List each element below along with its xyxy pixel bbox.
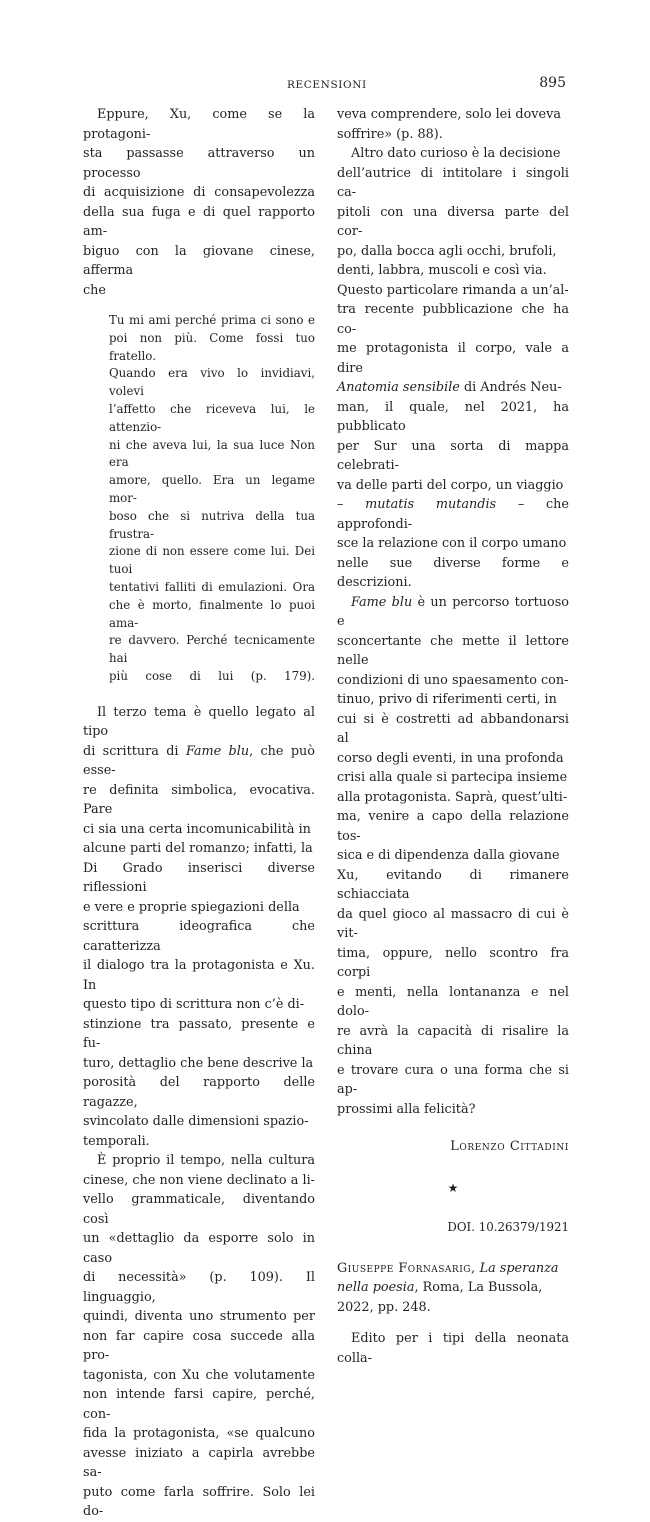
right-column — [337, 105, 569, 1368]
page-number: 895 — [539, 75, 566, 91]
doi-reference: DOI. 10.26379/1921 — [447, 1220, 569, 1234]
paragraph: Il terzo tema è quello legato al tipo di scrittura di Fame blu, che può esse- re definita simbolica, evocativa. Pare ci sia una certa incomunicabilità in alcune parti del romanzo; infatti, la Di Grado inserisci diverse riflessioni e vere e proprie spiegazioni della scrittura ideografica che caratterizza il dialogo tra la protagonista e Xu. In questo tipo di scrittura non c’è di- stinzione tra passato, presente e fu- turo, dettaglio che bene descrive la porosità del rapporto delle ragazze, svincolato dalle dimensioni spazio- temporali. — [83, 704, 315, 1149]
citation-author: Giuseppe Fornasarig, — [337, 1260, 476, 1276]
reviewer-signature: Lorenzo Cittadini — [450, 1139, 569, 1154]
block-quote — [83, 312, 315, 686]
citation-title: La speranza nella poesia — [337, 1260, 559, 1295]
running-head: RECENSIONI — [287, 79, 367, 91]
separator-star-icon: ★ — [447, 1180, 459, 1195]
paragraph: È proprio il tempo, nella cultura cinese, che non viene declinato a li- vello grammaticale, diventando così un «dettaglio da esporre solo in caso di necessità» (p. 109). Il linguaggio, quindi, diventa uno strumento per non far capire cosa succede alla pro- tagonista, con Xu che volutamente non intende farsi capire, perché, con- fida la protagonista, «se qualcuno avesse iniziato a capirla avrebbe sa- puto come farla soffrire. Solo lei do- — [83, 1153, 315, 1520]
left-column — [83, 105, 315, 1522]
paragraph: Fame blu è un percorso tortuoso e sconcertante che mette il lettore nelle condizioni di uno spaesamento con- tinuo, privo di riferimenti certi, in cui si è costretti ad abbandonarsi al corso degli eventi, in una profonda crisi alla quale si partecipa insieme alla protagonista. Saprà, quest’ulti- ma, venire a capo della relazione tos- sica e di dipendenza dalla giovane Xu, evitando di rimanere schiacciata da quel gioco al massacro di cui è vit- tima, oppure, nello scontro fra corpi e menti, nella lontananza e nel dolo- re avrà la capacità di risalire la china e trovare cura o una forma che si ap- prossimi alla felicità? — [337, 594, 569, 1117]
citation-details: , Roma, La Bussola, 2022, pp. 248. — [337, 1280, 543, 1315]
paragraph-continuation: veva comprendere, solo lei doveva soffrire» (p. 88). — [337, 107, 561, 142]
book-citation — [337, 1259, 569, 1318]
quote-text: Tu mi ami perché prima ci sono e poi non più. Come fossi tuo fratello. Quando era vivo lo invidiavi, volevi l’affetto che riceveva lui, le attenzio- ni che aveva lui, la sua luce Non era amore, quello. Era un legame mor- boso che si nutriva della tua frustra- zione di non essere come lui. Dei tuoi tentativi falliti di emulazioni. Ora che è morto, finalmente lo puoi ama- re davvero. Perché tecnicamente hai più cose di lui (p. 179). — [109, 313, 315, 683]
paragraph: Altro dato curioso è la decisione dell’autrice di intitolare i singoli ca- pitoli con una diversa parte del cor- po, dalla bocca agli occhi, brufoli, denti, labbra, muscoli e così via. Questo particolare rimanda a un’al- tra recente pubblicazione che ha co- me protagonista il corpo, vale a dire Anatomia sensibile di Andrés Neu- man, il quale, nel 2021, ha pubblicato per Sur una sorta di mappa celebrati- va delle parti del corpo, un viaggio – mutatis mutandis – che approfondi- sce la relazione con il corpo umano nelle sue diverse forme e descrizioni. — [337, 146, 569, 590]
paragraph: Edito per i tipi della neonata colla- — [337, 1331, 569, 1366]
paragraph: Eppure, Xu, come se la protagoni- sta passasse attraverso un processo di acquisizione di consapevolezza della sua fuga e di quel rapporto am- biguo con la giovane cinese, afferma che — [83, 107, 315, 298]
